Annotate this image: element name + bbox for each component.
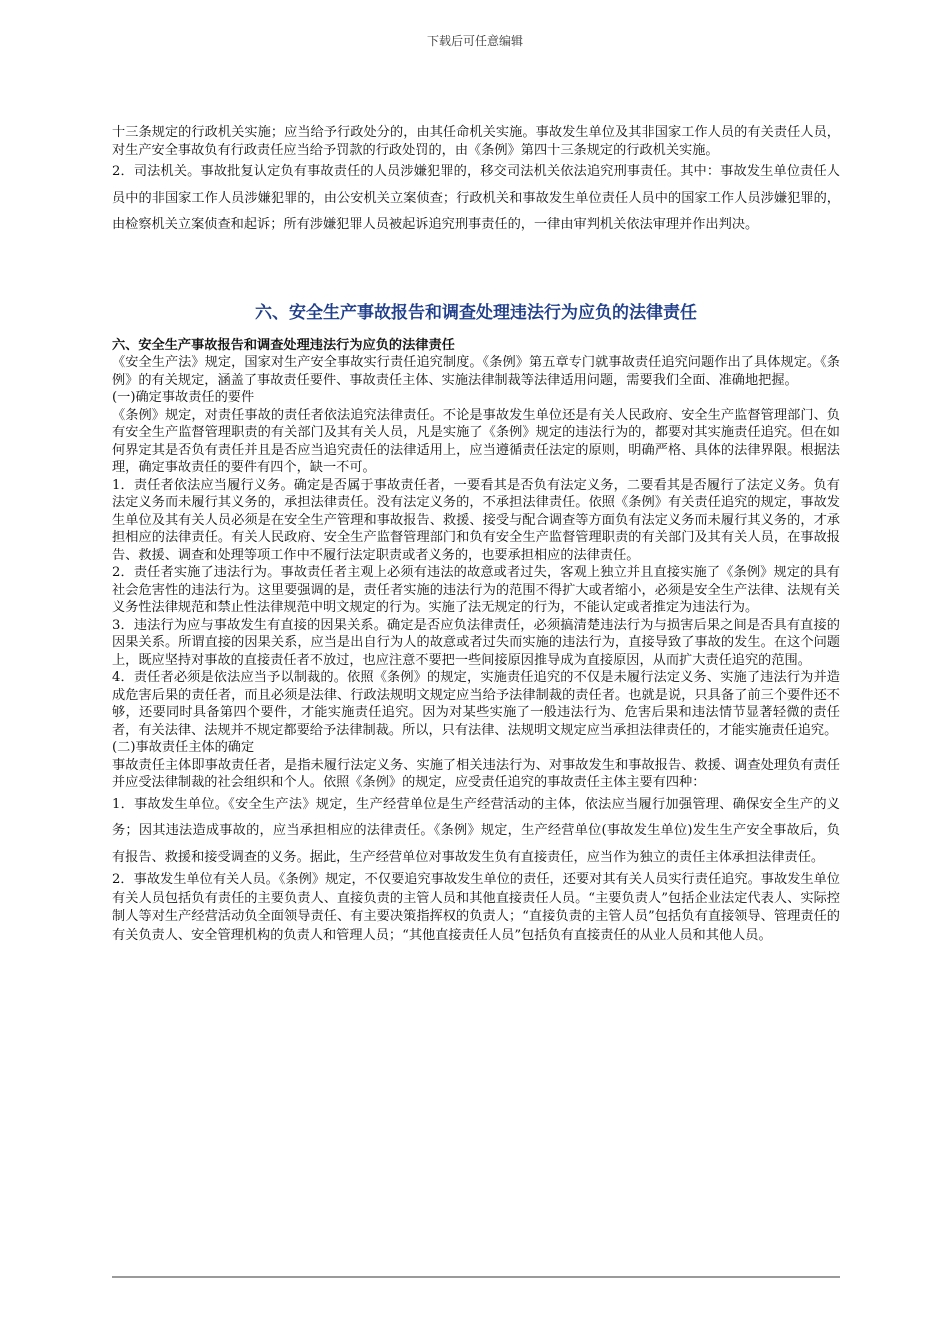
paragraph-elements-intro: 《条例》规定，对责任事故的责任者依法追究法律责任。不论是事故发生单位还是有关人民政府、安全生产监督管理部门、负有安全生产监督管理职责的有关部门及其有关人员，凡是实施了《条例》规定的违法行为的，都要对其实施责任追究。但在如何界定其是否负有责任并且是否应当追究责任的法律适用上，应当遵循责任法定的原则，明确严格、具体的法律界限。根据法理，确定事故责任的要件有四个，缺一不可。 (112, 407, 840, 475)
list-item-illegal-act: 2．责任者实施了违法行为。事故责任者主观上必须有违法的故意或者过失，客观上独立并且直接实施了《条例》规定的具有社会危害性的违法行为。这里要强调的是，责任者实施的违法行为的范围不得扩大或者缩小，必须是安全生产法律、法规有关义务性法律规范和禁止性法律规范中明文规定的行为。实施了法无规定的行为，不能认定或者推定为违法行为。 (112, 565, 840, 615)
list-item-sanction: 4．责任者必须是依法应当予以制裁的。依照《条例》的规定，实施责任追究的不仅是未履行法定义务、实施了违法行为并造成危害后果的责任者，而且必须是法律、行政法规明文规定应当给予法律制裁的责任者。也就是说，只具备了前三个要件还不够，还要同时具备第四个要件，才能实施责任追究。因为对某些实施了一般违法行为、危害后果和违法情节显著轻微的责任者，有关法律、法规并不规定都要给予法律制裁。所以，只有法律、法规明文规定应当承担法律责任的，才能实施责任追究。 (112, 670, 840, 738)
section-spacer (112, 239, 840, 301)
paragraph-administrative-organs: 十三条规定的行政机关实施；应当给予行政处分的，由其任命机关实施。事故发生单位及其非国家工作人员的有关责任人员，对生产安全事故负有行政责任应当给予罚款的行政处罚的，由《条例》第四十三条规定的行政机关实施。 (112, 125, 840, 158)
section-heading: 六、安全生产事故报告和调查处理违法行为应负的法律责任 (255, 302, 697, 323)
list-item-duty: 1．责任者依法应当履行义务。确定是否属于事故责任者，一要看其是否负有法定义务，二要看其是否履行了法定义务。负有法定义务而未履行其义务的，承担法律责任。没有法定义务的，不承担法律责任。依照《条例》有关责任追究的规定，事故发生单位及其有关人员必须是在安全生产管理和事故报告、救援、接受与配合调查等方面负有法定义务而未履行其义务的，才承担相应的法律责任。有关人民政府、安全生产监督管理部门和负有安全生产监督管理职责的有关部门及其有关人员，在事故报告、救援、调查和处理等项工作中不履行法定职责或者义务的，也要承担相应的法律责任。 (112, 477, 840, 563)
list-item-causation: 3．违法行为应与事故发生有直接的因果关系。确定是否应负法律责任，必须搞清楚违法行为与损害后果之间是否具有直接的因果关系。所谓直接的因果关系，应当是出自行为人的故意或者过失而实施的违法行为，直接导致了事故的发生。在这个问题上，既应坚持对事故的直接责任者不放过，也应注意不要把一些间接原因推导成为直接原因，从而扩大责任追究的范围。 (112, 617, 840, 668)
paragraph-judicial-organs: 2．司法机关。事故批复认定负有事故责任的人员涉嫌犯罪的，移交司法机关依法追究刑事责任。其中：事故发生单位责任人员中的非国家工作人员涉嫌犯罪的，由公安机关立案侦查；行政机关和事故发生单位责任人员中的国家工作人员涉嫌犯罪的，由检察机关立案侦查和起诉；所有涉嫌犯罪人员被起诉追究刑事责任的，一律由审判机关依法审理并作出判决。 (112, 164, 840, 232)
section-subheading: 六、安全生产事故报告和调查处理违法行为应负的法律责任 (112, 337, 455, 353)
page-header: 下载后可任意编辑 (426, 34, 523, 48)
list-item-unit-personnel: 2．事故发生单位有关人员。《条例》规定，不仅要追究事故发生单位的责任，还要对其有关人员实行责任追究。事故发生单位有关人员包括负有责任的主要负责人、直接负责的主管人员和其他直接责任人员。“主要负责人”包括企业法定代表人、实际控制人等对生产经营活动负全面领导责任、有主要决策指挥权的负责人；“直接负责的主管人员”包括负有直接领导、管理责任的有关负责人、安全管理机构的负责人和管理人员；“其他直接责任人员”包括负有直接责任的从业人员和其他人员。 (112, 872, 840, 943)
subsection-title-subjects: (二)事故责任主体的确定 (112, 740, 255, 755)
footer-divider (112, 1276, 840, 1278)
document-body (112, 124, 840, 945)
list-item-accident-unit: 1．事故发生单位。《安全生产法》规定，生产经营单位是生产经营活动的主体，依法应当履行加强管理、确保安全生产的义务；因其违法造成事故的，应当承担相应的法律责任。《条例》规定，生产经营单位(事故发生单位)发生生产安全事故后，负有报告、救援和接受调查的义务。据此，生产经营单位对事故发生负有直接责任，应当作为独立的责任主体承担法律责任。 (112, 796, 840, 865)
paragraph-intro: 《安全生产法》规定，国家对生产安全事故实行责任追究制度。《条例》第五章专门就事故责任追究问题作出了具体规定。《条例》的有关规定，涵盖了事故责任要件、事故责任主体、实施法律制裁等法律适用问题，需要我们全面、准确地把握。 (112, 355, 840, 388)
paragraph-subjects-intro: 事故责任主体即事故责任者，是指未履行法定义务、实施了相关违法行为、对事故发生和事故报告、救援、调查处理负有责任并应受法律制裁的社会组织和个人。依照《条例》的规定，应受责任追究的事故责任主体主要有四种： (112, 757, 840, 790)
subsection-title-elements: (一)确定事故责任的要件 (112, 390, 255, 405)
